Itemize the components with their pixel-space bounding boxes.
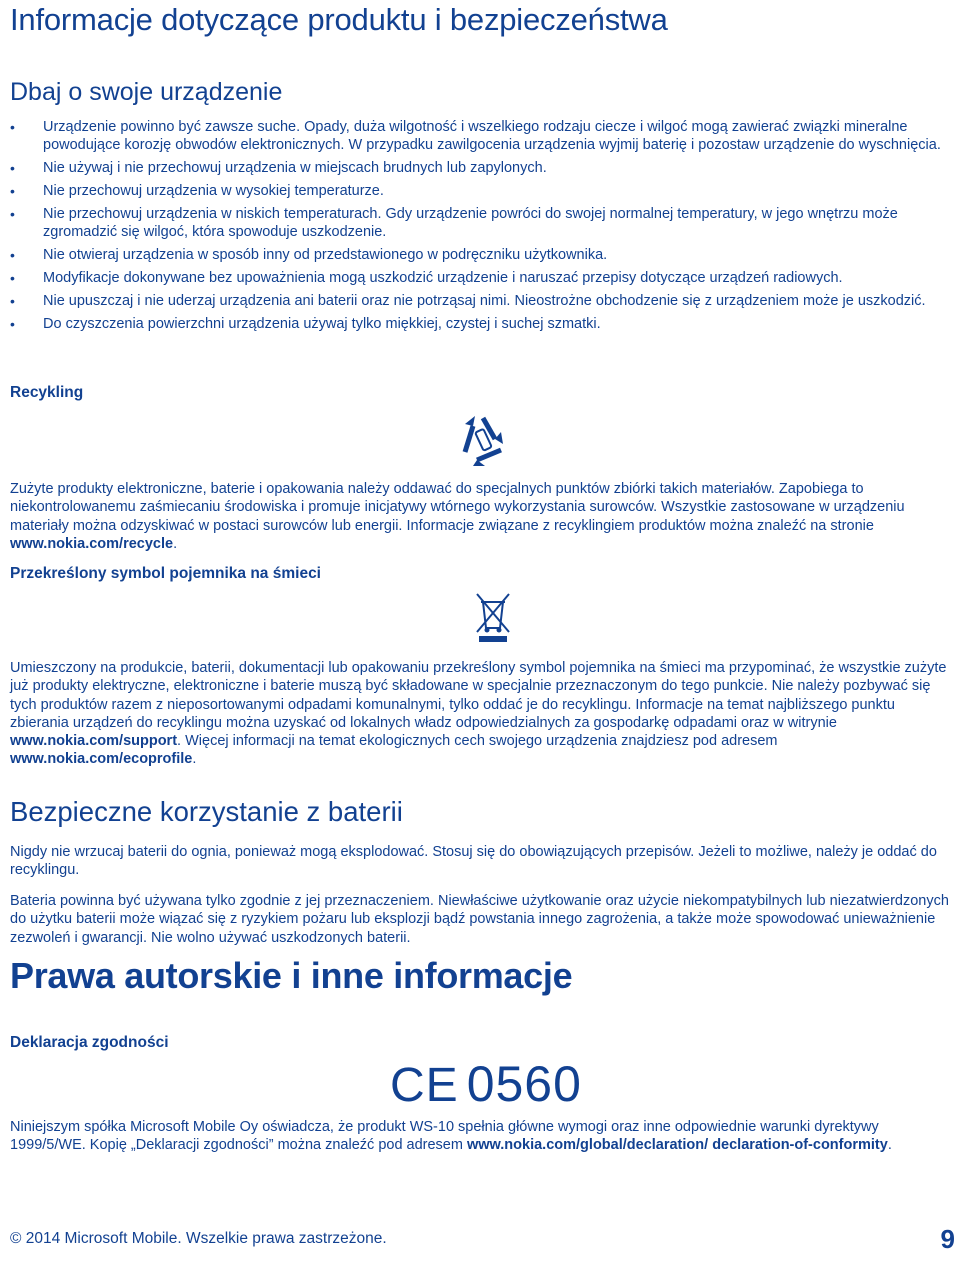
support-link[interactable]: www.nokia.com/support: [10, 733, 178, 750]
declaration-link[interactable]: www.nokia.com/global/declaration/ declaration-of-conformity: [466, 1137, 888, 1154]
battery-paragraph-1: Nigdy nie wrzucaj baterii do ognia, ponieważ mogą eksplodować. Stosuj się do obowiązujących przepisów. Jeżeli to możliwe, należy je oddać do recyklingu.: [10, 844, 937, 879]
bin-text: [10, 659, 955, 769]
page-number: 9: [940, 1224, 955, 1254]
care-item: • Nie przechowuj urządzenia w wysokiej temperaturze.: [10, 182, 955, 200]
crossed-bin-icon: [473, 592, 513, 649]
care-list: [10, 118, 955, 338]
declaration-heading: Deklaracja zgodności: [10, 1034, 169, 1051]
ce-mark-icon: CE: [390, 1059, 459, 1112]
bin-text-body-2: . Więcej informacji na temat ekologicznych cech swojego urządzenia znajdziesz pod adresem: [177, 733, 778, 750]
declaration-text-body: Niniejszym spółka Microsoft Mobile Oy oświadcza, że produkt WS-10 spełnia główne wymogi oraz inne odpowiednie warunki dyrektywy 1999/5/WE. Kopię „Deklaracji zgodności” można znaleźć pod adresem: [10, 1119, 879, 1154]
ce-number: 0560: [466, 1056, 582, 1112]
copyright-footer: © 2014 Microsoft Mobile. Wszelkie prawa zastrzeżone.: [10, 1230, 387, 1247]
ce-marking: [390, 1055, 582, 1113]
battery-paragraph-2: Bateria powinna być używana tylko zgodnie z jej przeznaczeniem. Niewłaściwe użytkowanie oraz użycie niekompatybilnych lub niezatwierdzonych do użytku baterii może wiązać się z ryzykiem pożaru lub eksplozji bądź powstania innego zagrożenia, a także może spowodować unieważnienie zezwoleń i gwarancji. Nie wolno używać uszkodzonych baterii.: [10, 893, 949, 946]
care-item: • Nie otwieraj urządzenia w sposób inny od przedstawionego w podręczniku użytkownika.: [10, 246, 955, 264]
recycling-text-body: Zużyte produkty elektroniczne, baterie i opakowania należy oddawać do specjalnych punktów zbiórki takich materiałów. Zapobiega to niekontrolowanemu zaśmiecaniu środowiska i promuje inicjatywy wtórnego wykorzystania surowców. Wszystkie zastosowane w urządzeniu materiały można odzyskiwać w postaci surowców lub energii. Informacje związane z recyklingiem produktów można znaleźć na stronie: [10, 481, 905, 534]
declaration-text-end: .: [887, 1137, 892, 1154]
battery-heading: Bezpieczne korzystanie z baterii: [10, 796, 403, 827]
bin-text-end: .: [192, 751, 197, 768]
care-item: • Nie przechowuj urządzenia w niskich temperaturach. Gdy urządzenie powróci do swojej normalnej temperatury, w jego wnętrzu może zgromadzić się wilgoć, która spowoduje uszkodzenie.: [10, 205, 955, 241]
care-item: • Nie używaj i nie przechowuj urządzenia w miejscach brudnych lub zapylonych.: [10, 159, 955, 177]
copyright-heading: Prawa autorskie i inne informacje: [10, 955, 573, 996]
care-item: • Urządzenie powinno być zawsze suche. Opady, duża wilgotność i wszelkiego rodzaju ciecze i wilgoć mogą zawierać związki mineralne powodujące korozję obwodów elektronicznych. W przypadku zawilgocenia urządzenia wyjmij baterię i pozostaw urządzenie do wyschnięcia.: [10, 118, 955, 154]
care-item: • Modyfikacje dokonywane bez upoważnienia mogą uszkodzić urządzenie i naruszać przepisy dotyczące urządzeń radiowych.: [10, 269, 955, 287]
care-item: • Nie upuszczaj i nie uderzaj urządzenia ani baterii oraz nie potrząsaj nimi. Nieostrożne obchodzenie się z urządzeniem może je uszkodzić.: [10, 292, 955, 310]
ecoprofile-link[interactable]: www.nokia.com/ecoprofile: [10, 751, 193, 768]
declaration-text: [10, 1118, 955, 1155]
recycle-link[interactable]: www.nokia.com/recycle: [10, 535, 174, 552]
recycling-text: [10, 480, 955, 553]
care-heading: Dbaj o swoje urządzenie: [10, 78, 283, 106]
recycle-icon: [455, 412, 511, 473]
recycling-text-end: .: [173, 535, 178, 552]
recycling-heading: Recykling: [10, 384, 84, 401]
page-title: Informacje dotyczące produktu i bezpieczeństwa: [10, 2, 668, 37]
bin-heading: Przekreślony symbol pojemnika na śmieci: [10, 565, 321, 582]
care-item: • Do czyszczenia powierzchni urządzenia używaj tylko miękkiej, czystej i suchej szmatki.: [10, 315, 955, 333]
bin-text-body: Umieszczony na produkcie, baterii, dokumentacji lub opakowaniu przekreślony symbol pojemnika na śmieci ma przypominać, że wszystkie zużyte już produkty elektryczne, elektroniczne i baterie muszą być składowane w specjalnie przeznaczonym do tego punkcie. Nie należy pozbywać się tych produktów razem z nieposortowanymi odpadami komunalnymi, tylko oddać je do recyklingu. Informacje na temat najbliższego punktu zbierania urządzeń do recyklingu można uzyskać od lokalnych władz odpowiedzialnych za gospodarkę odpadami oraz w witrynie: [10, 660, 947, 731]
